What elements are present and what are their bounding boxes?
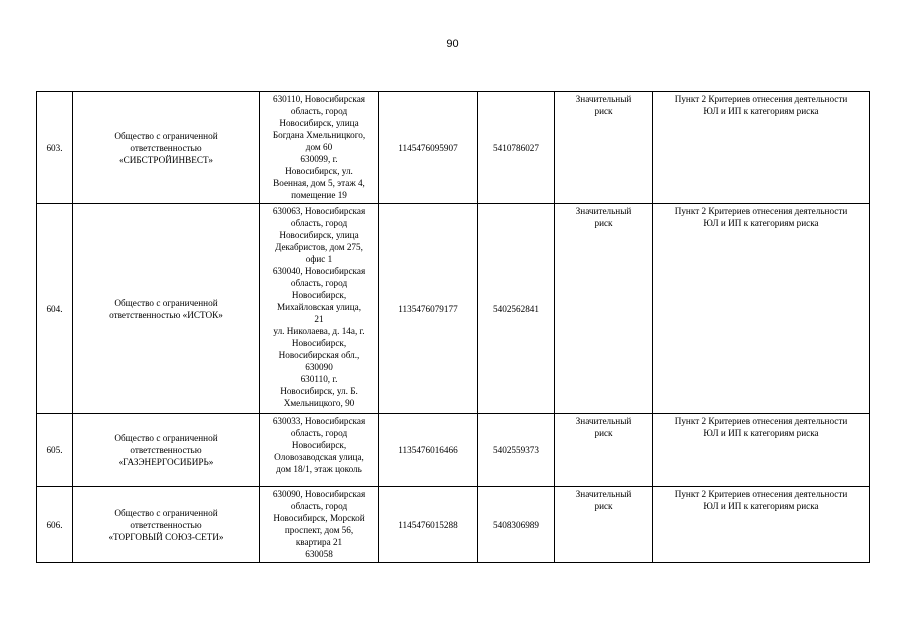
organization-name-line: Общество с ограниченной xyxy=(114,130,218,141)
address-line: 630040, Новосибирская xyxy=(272,266,366,276)
organization-name-line: ответственностью xyxy=(130,445,202,455)
inn-cell: 5402559373 xyxy=(478,414,555,487)
address-line: 630110, Новосибирская xyxy=(272,94,366,104)
criteria-line: Пункт 2 Критериев отнесения деятельности xyxy=(674,94,848,104)
risk-category-cell xyxy=(555,204,653,414)
row-number: 604. xyxy=(37,204,73,414)
risk-line: Значительный xyxy=(575,416,632,426)
address-line: область, город xyxy=(290,501,348,511)
criteria-line: ЮЛ и ИП к категориям риска xyxy=(703,501,819,511)
address-line: 630099, г. xyxy=(300,154,338,164)
criteria-line: Пункт 2 Критериев отнесения деятельности xyxy=(674,416,848,426)
address-line: 21 xyxy=(314,314,324,324)
address-line: Богдана Хмельницкого, xyxy=(272,130,366,140)
address-cell xyxy=(260,204,379,414)
risk-line: Значительный xyxy=(575,94,632,104)
table-row xyxy=(37,487,870,563)
address-line: область, город xyxy=(290,218,348,228)
address-line: 630110, г. xyxy=(300,374,338,384)
organization-name-line: «ГАЗЭНЕРГОСИБИРЬ» xyxy=(118,457,214,467)
address-line: Новосибирск, улица xyxy=(279,118,359,128)
risk-category-cell xyxy=(555,92,653,204)
address-line: 630063, Новосибирская xyxy=(272,206,366,216)
address-line: Хмельницкого, 90 xyxy=(283,398,355,408)
page-number: 90 xyxy=(446,38,459,50)
address-line: проспект, дом 56, xyxy=(284,525,354,535)
address-line: область, город xyxy=(290,106,348,116)
criteria-line: Пункт 2 Критериев отнесения деятельности xyxy=(674,206,848,216)
organization-name xyxy=(73,204,260,414)
ogrn-cell: 1145476095907 xyxy=(379,92,478,204)
table-row xyxy=(37,414,870,487)
address-line: Новосибирск, ул. xyxy=(285,166,353,176)
address-cell xyxy=(260,487,379,563)
address-line: Новосибирск, улица xyxy=(279,230,359,240)
registry-table xyxy=(36,91,870,563)
risk-line: риск xyxy=(594,106,613,116)
row-number: 603. xyxy=(37,92,73,204)
address-line: квартира 21 xyxy=(295,537,343,547)
criteria-cell xyxy=(653,204,870,414)
inn-cell: 5402562841 xyxy=(478,204,555,414)
organization-name-line: Общество с ограниченной xyxy=(114,507,218,518)
criteria-cell xyxy=(653,92,870,204)
organization-name-line: ответственностью xyxy=(130,519,202,530)
address-line: Новосибирск, xyxy=(291,338,347,348)
ogrn-cell: 1135476016466 xyxy=(379,414,478,487)
risk-line: риск xyxy=(594,428,613,438)
criteria-line: ЮЛ и ИП к категориям риска xyxy=(703,218,819,228)
address-line: Михайловская улица, xyxy=(276,302,361,312)
organization-name xyxy=(73,92,260,204)
inn-cell: 5408306989 xyxy=(478,487,555,563)
ogrn-cell: 1145476015288 xyxy=(379,487,478,563)
table-row xyxy=(37,204,870,414)
address-line: 630058 xyxy=(305,549,333,559)
address-line: офис 1 xyxy=(305,254,333,264)
address-line: область, город xyxy=(290,428,348,438)
organization-name-line: ответственностью xyxy=(130,142,202,153)
table-row xyxy=(37,92,870,204)
address-line: Новосибирск, Морской xyxy=(273,513,365,523)
address-line: Военная, дом 5, этаж 4, xyxy=(273,178,365,188)
address-line: Новосибирск, xyxy=(291,290,347,300)
address-cell xyxy=(260,92,379,204)
organization-name-line: Общество с ограниченной xyxy=(114,433,218,443)
address-line: Новосибирск, xyxy=(291,440,347,450)
ogrn-cell: 1135476079177 xyxy=(379,204,478,414)
address-line: 630090, Новосибирская xyxy=(272,489,366,499)
criteria-cell xyxy=(653,487,870,563)
address-cell xyxy=(260,414,379,487)
address-line: ул. Николаева, д. 14а, г. xyxy=(273,326,365,336)
address-line: Оловозаводская улица, xyxy=(274,452,364,462)
address-line: дом 60 xyxy=(305,142,333,152)
organization-name-line: ответственностью «ИСТОК» xyxy=(109,309,223,320)
criteria-line: ЮЛ и ИП к категориям риска xyxy=(703,106,819,116)
organization-name-line: «ТОРГОВЫЙ СОЮЗ-СЕТИ» xyxy=(108,531,224,542)
organization-name xyxy=(73,414,260,487)
address-line: Новосибирск, ул. Б. xyxy=(280,386,358,396)
criteria-cell xyxy=(653,414,870,487)
risk-line: Значительный xyxy=(575,206,632,216)
risk-line: риск xyxy=(594,218,613,228)
risk-category-cell xyxy=(555,487,653,563)
risk-line: риск xyxy=(594,501,613,511)
risk-line: Значительный xyxy=(575,489,632,499)
address-line: область, город xyxy=(290,278,348,288)
address-line: помещение 19 xyxy=(291,190,347,200)
organization-name-line: «СИБСТРОЙИНВЕСТ» xyxy=(119,154,213,165)
address-line: Декабристов, дом 275, xyxy=(275,242,363,252)
risk-category-cell xyxy=(555,414,653,487)
row-number: 605. xyxy=(37,414,73,487)
address-line: дом 18/1, этаж цоколь xyxy=(276,464,362,474)
address-line: Новосибирская обл., xyxy=(278,350,360,360)
inn-cell: 5410786027 xyxy=(478,92,555,204)
criteria-line: ЮЛ и ИП к категориям риска xyxy=(703,428,819,438)
address-line: 630033, Новосибирская xyxy=(272,416,366,426)
row-number: 606. xyxy=(37,487,73,563)
organization-name-line: Общество с ограниченной xyxy=(114,297,218,308)
address-line: 630090 xyxy=(305,362,333,372)
organization-name xyxy=(73,487,260,563)
criteria-line: Пункт 2 Критериев отнесения деятельности xyxy=(674,489,848,499)
